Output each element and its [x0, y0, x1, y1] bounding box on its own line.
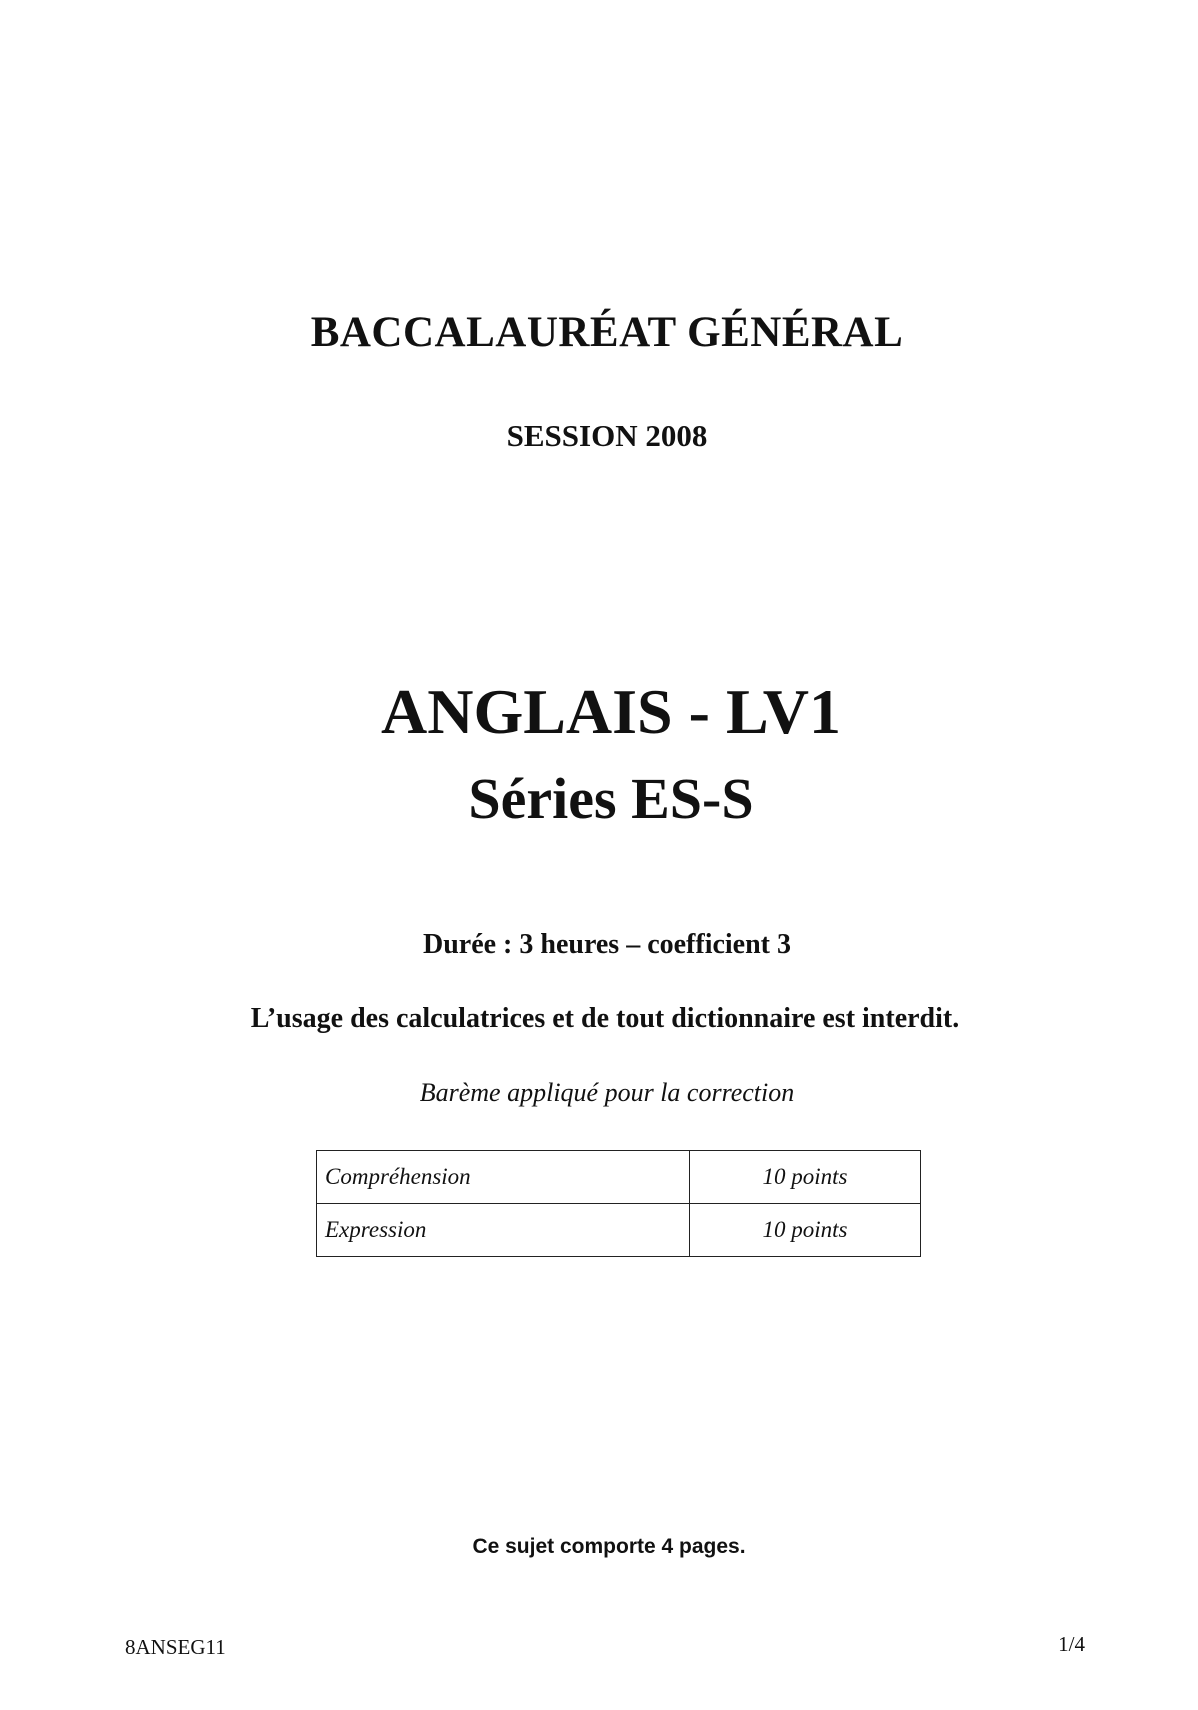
bareme-points-cell: 10 points	[690, 1204, 921, 1257]
exam-duration: Durée : 3 heures – coefficient 3	[422, 929, 792, 960]
session-year: SESSION 2008	[506, 418, 708, 453]
bareme-section-cell: Expression	[317, 1204, 690, 1257]
document-code: 8ANSEG11	[125, 1635, 226, 1659]
table-row	[317, 1151, 921, 1204]
exam-title: BACCALAURÉAT GÉNÉRAL	[310, 309, 904, 356]
subject-title: ANGLAIS - LV1	[381, 676, 841, 747]
table-row	[317, 1204, 921, 1257]
page-number: 1/4	[1058, 1632, 1085, 1656]
exam-rule: L’usage des calculatrices et de tout dictionnaire est interdit.	[250, 1003, 960, 1034]
bareme-points-cell: 10 points	[690, 1151, 921, 1204]
page-count-note: Ce sujet comporte 4 pages.	[472, 1535, 746, 1558]
bareme-table	[316, 1150, 921, 1257]
bareme-section-cell: Compréhension	[317, 1151, 690, 1204]
subject-series: Séries ES-S	[468, 766, 754, 831]
bareme-caption: Barème appliqué pour la correction	[419, 1078, 795, 1107]
